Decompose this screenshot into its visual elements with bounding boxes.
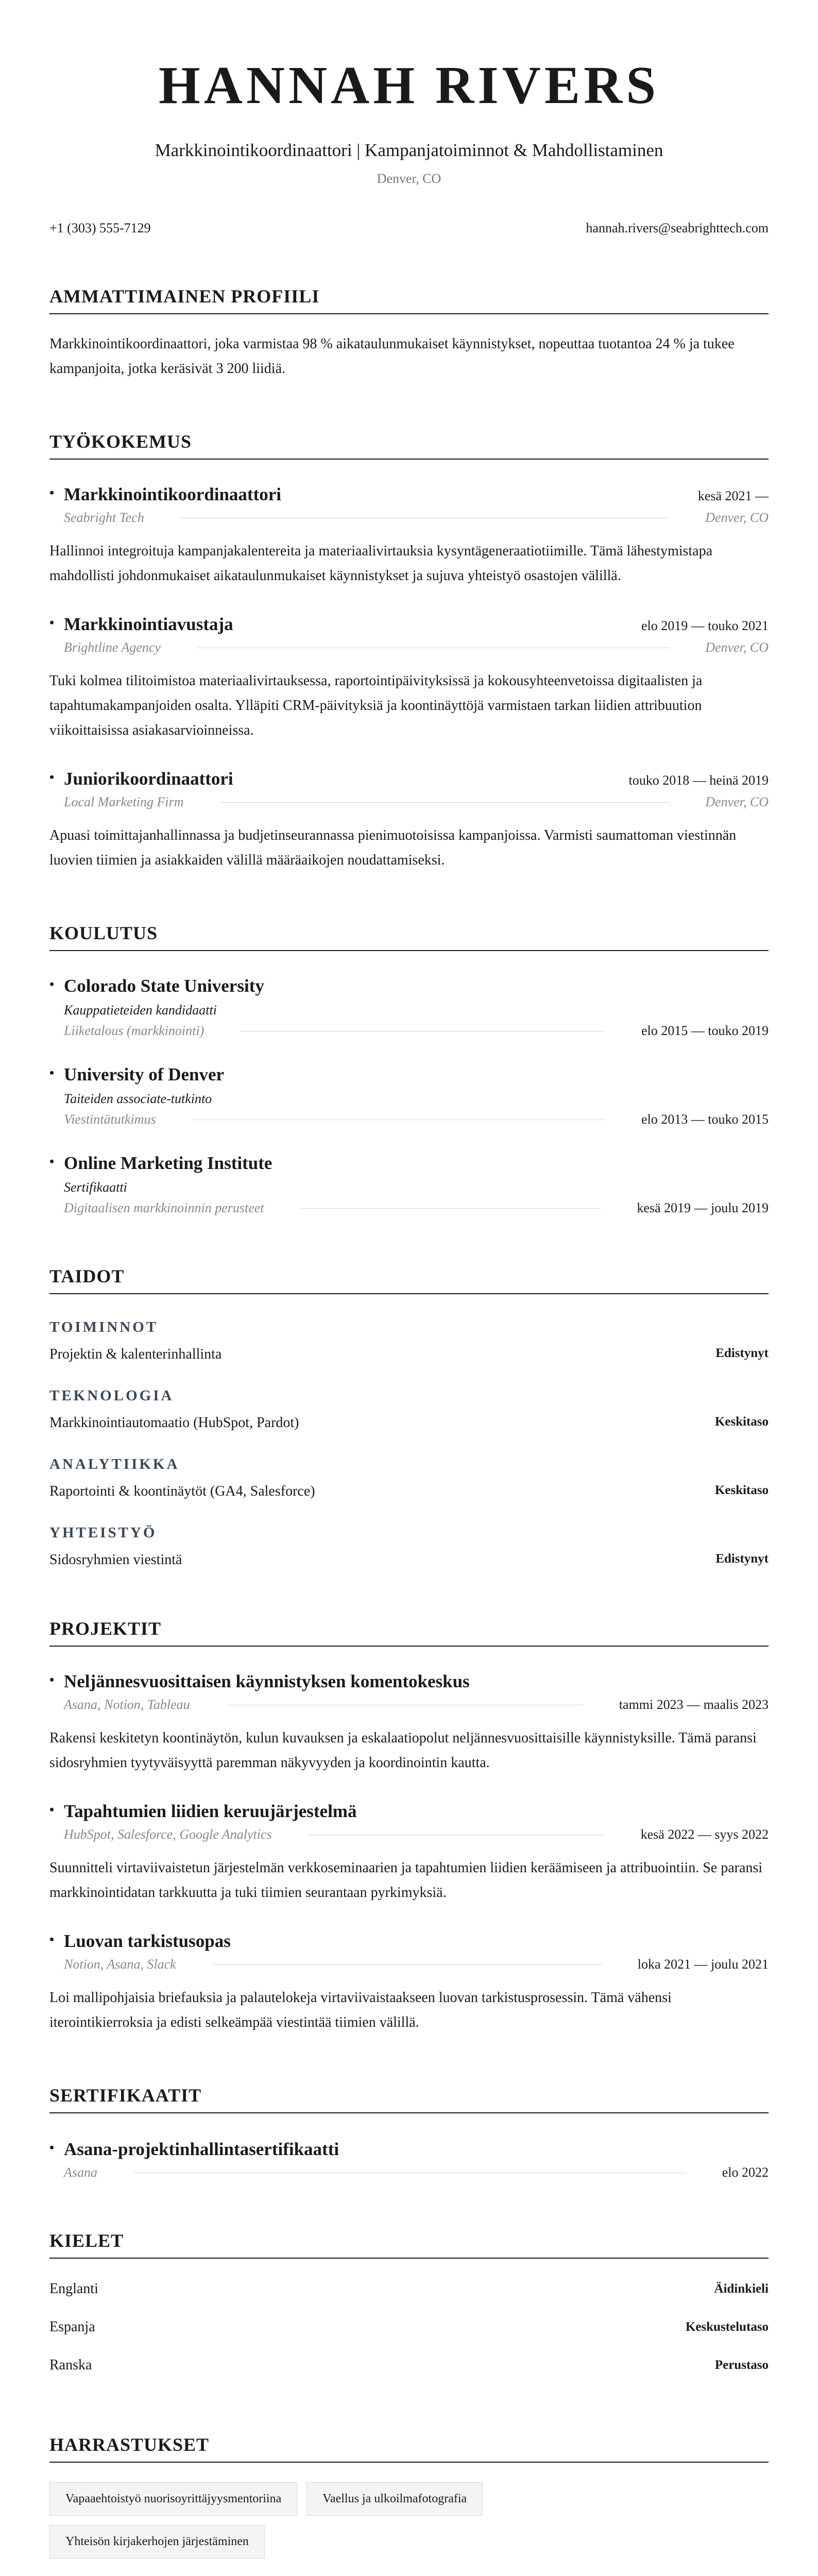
job-date: kesä 2021 — [697,488,769,503]
projects-section [49,1618,769,2035]
education-section [49,922,769,1216]
skills-section [49,1265,769,1568]
skill-level: Keskitaso [714,1415,769,1429]
language-name: Espanja [49,2319,95,2335]
certification-entry [49,2139,769,2180]
skill-group [49,1319,769,1363]
field-of-study: Liiketalous (markkinointi) [64,1023,204,1038]
education-entry [49,1064,769,1127]
language-name: Englanti [49,2281,98,2297]
project-description: Rakensi keskitetyn koontinäytön, kulun kuvauksen ja eskalaatiopolut neljännesvuosittaisille käynnistyksille. Tämä paransi sidosryhmien tyytyväisyyttä paremman näkyvyyden ja koordinointin kautta. [49,1730,757,1771]
skill-group [49,1456,769,1500]
field-of-study: Digitaalisen markkinoinnin perusteet [64,1200,264,1215]
leader-line [300,1208,601,1209]
project-date: tammi 2023 — maalis 2023 [619,1697,769,1712]
job-location: Denver, CO [705,794,769,809]
location: Denver, CO [377,171,441,186]
languages-section [49,2230,769,2384]
project-tools: HubSpot, Salesforce, Google Analytics [64,1827,272,1842]
company-name: Local Marketing Firm [64,794,184,809]
project-name: • Luovan tarkistusopas [49,1931,231,1952]
company-name: Seabright Tech [64,510,144,525]
skill-name: Projektin & kalenterinhallinta [49,1346,222,1362]
interests-section [49,2434,769,2558]
education-entry [49,976,769,1039]
section-title-skills: TAIDOT [49,1265,769,1294]
profile-section [49,285,769,381]
project-entry [49,1671,769,1775]
interest-tag: Yhteisön kirjakerhojen järjestäminen [49,2525,265,2558]
field-of-study: Viestintätutkimus [64,1112,156,1127]
job-location: Denver, CO [705,640,769,655]
leader-line [212,1964,602,1965]
skill-category: TOIMINNOT [49,1319,159,1335]
project-name: • Neljännesvuosittaisen käynnistyksen komentokeskus [49,1671,470,1692]
skill-level: Edistynyt [715,1346,769,1360]
experience-entry [49,484,769,588]
job-description: Hallinnoi integroituja kampanjakalentereita ja materiaalivirtauksia kysyntägeneraatiotiimille. Tämä lähestymistapa mahdollisti johdonmukaiset aikataulunmukaiset käynnistykset ja sujuva yhteistyö osastojen välillä. [49,543,713,584]
language-row [49,2346,769,2384]
job-title: • Markkinointiavustaja [49,614,233,635]
project-tools: Asana, Notion, Tableau [64,1697,190,1712]
section-title-experience: TYÖKOKEMUS [49,431,769,460]
job-location: Denver, CO [705,510,769,525]
contact-row [49,221,769,236]
language-row [49,2308,769,2346]
education-date: kesä 2019 — joulu 2019 [637,1200,769,1215]
degree: Taiteiden associate-tutkinto [64,1091,212,1106]
certification-name: • Asana-projektinhallintasertifikaatti [49,2139,339,2160]
experience-entry [49,769,769,873]
school-name: • Online Marketing Institute [49,1153,272,1174]
skill-level: Edistynyt [715,1552,769,1566]
job-title: • Juniorikoordinaattori [49,769,233,789]
languages-list [49,2270,769,2384]
projects-list [49,1671,769,2035]
phone-number[interactable]: +1 (303) 555-7129 [49,221,151,235]
project-description: Loi mallipohjaisia briefauksia ja palautelokeja virtaviivaistaakseen luovan tarkistusprosessin. Tämä vähensi iterointikierroksia ja edisti selkeämpää viestintää tiimien välillä. [49,1990,672,2030]
section-title-projects: PROJEKTIT [49,1618,769,1647]
company-name: Brightline Agency [64,640,161,655]
skill-group [49,1387,769,1431]
job-date: elo 2019 — touko 2021 [641,618,769,633]
project-description: Suunnitteli virtaviivaistetun järjestelmän verkkoseminaarien ja tapahtumien liidien keräämiseen ja attribuointiin. Se paransi markkinointidatan tarkkuutta ja tuki tiimien seurantaan pyrkimyksiä. [49,1860,763,1901]
skill-name: Sidosryhmien viestintä [49,1552,182,1568]
interest-tag: Vapaaehtoistyö nuorisoyrittäjyysmentoriina [49,2482,297,2516]
degree: Sertifikaatti [64,1180,127,1195]
language-name: Ranska [49,2357,92,2373]
experience-list [49,484,769,873]
project-tools: Notion, Asana, Slack [64,1957,176,1972]
job-title: • Markkinointikoordinaattori [49,484,281,505]
section-title-interests: HARRASTUKSET [49,2434,769,2463]
skill-category: ANALYTIIKKA [49,1456,180,1472]
job-date: touko 2018 — heinä 2019 [628,773,769,788]
school-name: • University of Denver [49,1064,224,1085]
education-date: elo 2015 — touko 2019 [641,1023,769,1038]
certifications-section [49,2084,769,2180]
degree: Kauppatieteiden kandidaatti [64,1003,217,1018]
skill-level: Keskitaso [714,1483,769,1497]
school-name: • Colorado State University [49,976,264,996]
section-title-languages: KIELET [49,2230,769,2259]
profile-text: Markkinointikoordinaattori, joka varmistaa 98 % aikataulunmukaiset käynnistykset, nopeuttaa tuotantoa 24 % ja tukee kampanjoita, jotka keräsivät 3 200 liidiä. [49,336,735,377]
language-level: Perustaso [714,2358,769,2372]
section-title-certifications: SERTIFIKAATIT [49,2084,769,2113]
email-address[interactable]: hannah.rivers@seabrighttech.com [586,221,769,235]
education-date: elo 2013 — touko 2015 [641,1112,769,1127]
project-date: kesä 2022 — syys 2022 [640,1827,769,1842]
interest-tag: Vaellus ja ulkoilmafotografia [306,2482,483,2516]
candidate-name: HANNAH RIVERS [158,56,660,115]
project-entry [49,1801,769,1905]
job-description: Tuki kolmea tilitoimistoa materiaalivirtauksessa, raportointipäivityksissä ja kokousyhteenvetoissa digitaalisten ja tapahtumakampanjoiden osalta. Ylläpiti CRM-päivityksiä ja koontinäyttöjä varmistaen tarkan liidien attribuution viikoittaisissa asiakasarvioinneissa. [49,673,703,738]
skill-category: YHTEISTYÖ [49,1524,157,1541]
project-date: loka 2021 — joulu 2021 [637,1957,769,1972]
experience-section [49,431,769,873]
leader-line [220,802,670,803]
project-entry [49,1931,769,2035]
education-list [49,976,769,1216]
skill-name: Raportointi & koontinäytöt (GA4, Salesforce) [49,1483,315,1499]
language-level: Äidinkieli [714,2282,769,2296]
experience-entry [49,614,769,743]
project-name: • Tapahtumien liidien keruujärjestelmä [49,1801,356,1822]
job-description: Apuasi toimittajanhallinnassa ja budjetinseurannassa pienimuotoisissa kampanjoissa. Varmisti saumattoman viestinnän luovien tiimien ja asiakkaiden välillä määräaikojen noudattamiseksi. [49,827,737,868]
section-title-education: KOULUTUS [49,922,769,951]
interest-tags [49,2482,565,2558]
certification-date: elo 2022 [722,2165,769,2180]
language-row [49,2270,769,2308]
skill-category: TEKNOLOGIA [49,1387,174,1404]
language-level: Keskustelutaso [685,2320,769,2334]
section-title-profile: AMMATTIMAINEN PROFIILI [49,285,769,314]
skill-name: Markkinointiautomaatio (HubSpot, Pardot) [49,1415,299,1431]
education-entry [49,1153,769,1216]
certification-issuer: Asana [64,2165,97,2180]
headline: Markkinointikoordinaattori | Kampanjatoiminnot & Mahdollistaminen [155,140,663,160]
skill-group [49,1524,769,1568]
